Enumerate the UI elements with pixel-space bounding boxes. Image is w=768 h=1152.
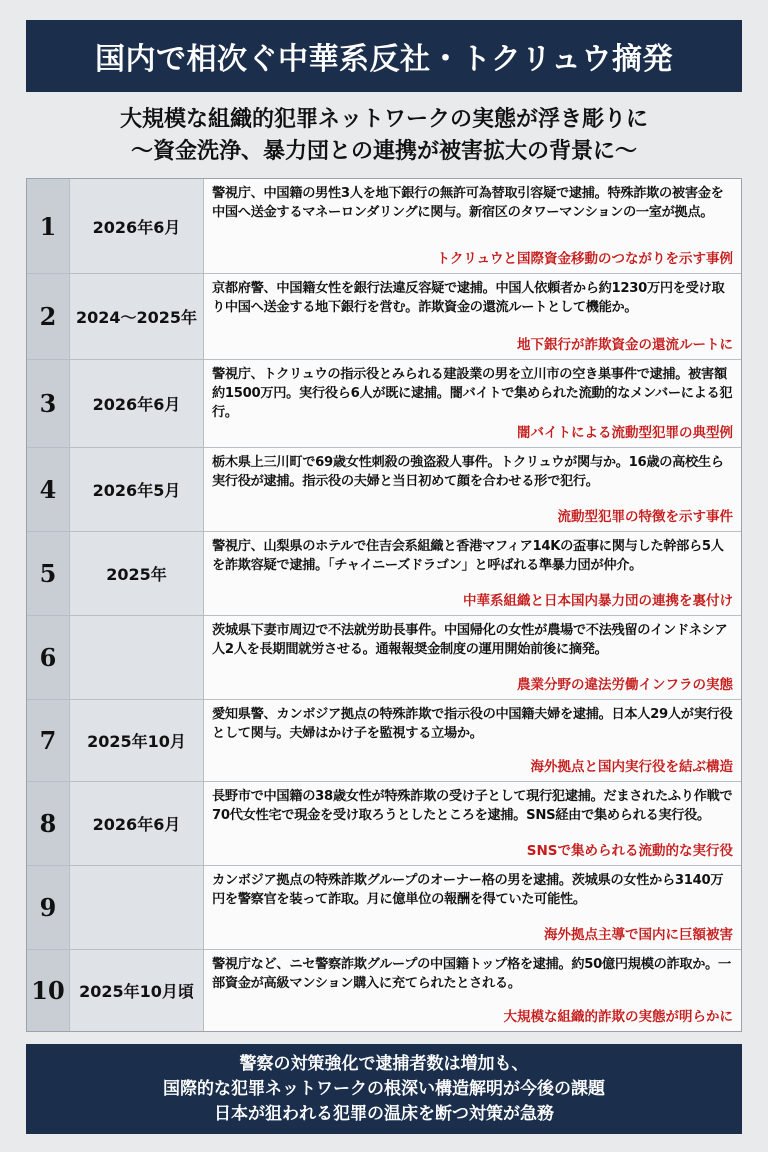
table-row xyxy=(27,949,741,1031)
subtitle-line-1: 大規模な組織的犯罪ネットワークの実態が浮き彫りに xyxy=(119,107,648,132)
row-description: 栃木県上三川町で69歳女性刺殺の強盗殺人事件。トクリュウが関与か。16歳の高校生ら実行役が逮捕。指示役の夫婦と当日初めて顔を合わせる形で犯行。 xyxy=(212,455,724,489)
row-description: 警視庁、山梨県のホテルで住吉会系組織と香港マフィア14Kの盃事に関与した幹部ら5人を詐欺容疑で逮捕。「チャイニーズドラゴン」と呼ばれる準暴力団が仲介。 xyxy=(212,539,724,573)
table-row xyxy=(27,359,741,447)
table-row xyxy=(27,273,741,359)
row-number: 10 xyxy=(27,950,69,1031)
row-description: 警視庁、トクリュウの指示役とみられる建設業の男を立川市の空き巣事件で逮捕。被害額約1500万円。実行役ら6人が既に逮捕。闇バイトで集められた流動的なメンバーによる犯行。 xyxy=(212,367,733,420)
subtitle-line-2: 〜資金洗浄、暴力団との連携が被害拡大の背景に〜 xyxy=(130,139,637,164)
row-content xyxy=(203,700,741,781)
row-content xyxy=(203,950,741,1031)
row-date xyxy=(69,616,203,699)
row-note: 大規模な組織的詐欺の実態が明らかに xyxy=(503,1009,733,1025)
row-number: 9 xyxy=(27,866,69,949)
conclusion-line-3: 日本が狙われる犯罪の温床を断つ対策が急務 xyxy=(214,1103,554,1124)
row-date: 2026年6月 xyxy=(69,782,203,865)
row-description: 警視庁など、ニセ警察詐欺グループの中国籍トップ格を逮捕。約50億円規模の詐取か。一部資金が高級マンション購入に充てられたとされる。 xyxy=(212,957,731,991)
row-number: 5 xyxy=(27,532,69,615)
table-row xyxy=(27,531,741,615)
row-content xyxy=(203,866,741,949)
row-content xyxy=(203,782,741,865)
row-note: トクリュウと国際資金移動のつながりを示す事例 xyxy=(436,251,733,267)
row-date xyxy=(69,866,203,949)
row-description: 警視庁、中国籍の男性3人を地下銀行の無許可為替取引容疑で逮捕。特殊詐欺の被害金を中国へ送金するマネーロンダリングに関与。新宿区のタワーマンションの一室が拠点。 xyxy=(212,186,724,220)
table-row xyxy=(27,699,741,781)
row-description: 愛知県警、カンボジア拠点の特殊詐欺で指示役の中国籍夫婦を逮捕。日本人29人が実行役として関与。夫婦はかけ子を監視する立場か。 xyxy=(212,707,733,741)
row-content xyxy=(203,179,741,273)
row-note: 中華系組織と日本国内暴力団の連携を裏付け xyxy=(463,593,733,609)
row-content xyxy=(203,448,741,531)
conclusion-line-1: 警察の対策強化で逮捕者数は増加も、 xyxy=(239,1053,529,1074)
subtitle-block xyxy=(20,100,748,172)
row-date: 2024〜2025年 xyxy=(69,274,203,359)
row-note: 農業分野の違法労働インフラの実態 xyxy=(517,677,733,693)
row-number: 6 xyxy=(27,616,69,699)
row-note: SNSで集められる流動的な実行役 xyxy=(526,843,733,859)
row-number: 1 xyxy=(27,179,69,273)
table-row xyxy=(27,179,741,273)
row-note: 地下銀行が詐欺資金の還流ルートに xyxy=(517,337,733,353)
row-date: 2026年6月 xyxy=(69,179,203,273)
title-banner xyxy=(26,20,742,92)
row-content xyxy=(203,274,741,359)
row-description: 京都府警、中国籍女性を銀行法違反容疑で逮捕。中国人依頼者から約1230万円を受け取り中国へ送金する地下銀行を営む。詐欺資金の還流ルートとして機能か。 xyxy=(212,281,725,315)
row-date: 2025年 xyxy=(69,532,203,615)
table-row xyxy=(27,781,741,865)
incident-table xyxy=(26,178,742,1032)
table-row xyxy=(27,447,741,531)
row-description: 茨城県下妻市周辺で不法就労助長事件。中国帰化の女性が農場で不法残留のインドネシア人2人を長期間就労させる。通報報奨金制度の運用開始前後に摘発。 xyxy=(212,623,728,657)
row-note: 闇バイトによる流動型犯罪の典型例 xyxy=(517,425,733,441)
table-row xyxy=(27,615,741,699)
row-number: 8 xyxy=(27,782,69,865)
row-number: 4 xyxy=(27,448,69,531)
row-content xyxy=(203,616,741,699)
row-number: 3 xyxy=(27,360,69,447)
row-number: 7 xyxy=(27,700,69,781)
row-date: 2025年10月頃 xyxy=(69,950,203,1031)
row-description: カンボジア拠点の特殊詐欺グループのオーナー格の男を逮捕。茨城県の女性から3140万円を警察官を装って詐取。月に億単位の報酬を得ていた可能性。 xyxy=(212,873,724,907)
conclusion-banner xyxy=(26,1044,742,1134)
row-note: 流動型犯罪の特徴を示す事件 xyxy=(557,509,733,525)
row-note: 海外拠点と国内実行役を結ぶ構造 xyxy=(530,759,733,775)
row-content xyxy=(203,532,741,615)
row-date: 2025年10月 xyxy=(69,700,203,781)
row-number: 2 xyxy=(27,274,69,359)
row-date: 2026年5月 xyxy=(69,448,203,531)
row-note: 海外拠点主導で国内に巨額被害 xyxy=(544,927,733,943)
row-content xyxy=(203,360,741,447)
conclusion-line-2: 国際的な犯罪ネットワークの根深い構造解明が今後の課題 xyxy=(163,1078,605,1099)
row-date: 2026年6月 xyxy=(69,360,203,447)
table-row xyxy=(27,865,741,949)
row-description: 長野市で中国籍の38歳女性が特殊詐欺の受け子として現行犯逮捕。だまされたふり作戦で70代女性宅で現金を受け取ろうとしたところを逮捕。SNS経由で集められる実行役。 xyxy=(212,789,733,823)
page-title: 国内で相次ぐ中華系反社・トクリュウ摘発 xyxy=(95,42,673,77)
